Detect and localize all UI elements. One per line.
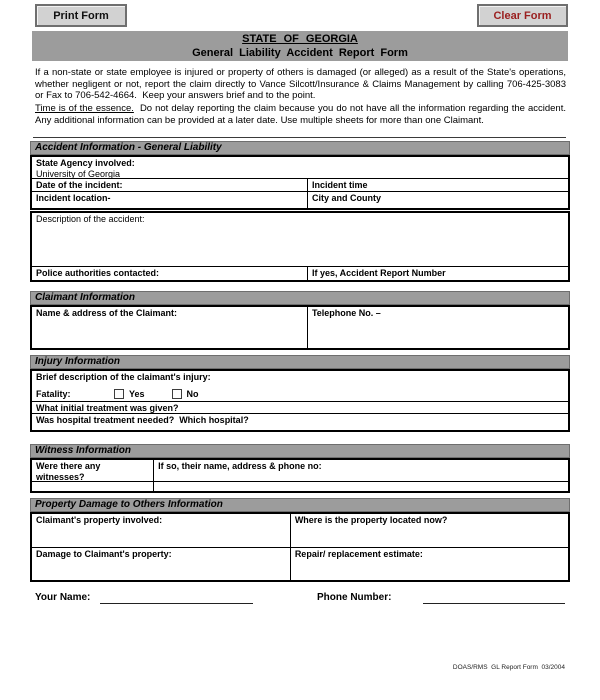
witness-info-table: [30, 458, 570, 493]
clear-form-button[interactable]: Clear Form: [477, 4, 568, 27]
hospital-treatment-field[interactable]: [32, 414, 568, 430]
claimant-telephone-field[interactable]: [307, 307, 568, 348]
repair-estimate-label: Repair/ replacement estimate:: [294, 549, 423, 559]
witness-section-header: Witness Information: [30, 444, 570, 458]
claimant-section-header: Claimant Information: [30, 291, 570, 305]
property-damage-label: Damage to Claimant's property:: [36, 549, 172, 559]
form-footer-id: DOAS/RMS GL Report Form 03/2004: [452, 664, 565, 671]
fatality-row: [36, 388, 564, 400]
your-name-label: Your Name:: [35, 592, 91, 603]
fatality-yes-checkbox[interactable]: [114, 389, 124, 399]
witness-details-label: If so, their name, address & phone no:: [158, 461, 322, 471]
form-subtitle: General Liability Accident Report Form: [192, 47, 408, 59]
accident-info-table: [30, 155, 570, 210]
fatality-no-label: No: [186, 388, 199, 399]
phone-number-label: Phone Number:: [317, 592, 392, 603]
your-name-input[interactable]: [100, 592, 253, 604]
intro-paragraph-2: [35, 103, 572, 126]
fatality-yes-label: Yes: [129, 388, 145, 399]
witnesses-question-label: Were there any witnesses?: [36, 461, 103, 481]
accident-report-number-field[interactable]: [307, 267, 568, 280]
intro-paragraph-2-rest: Do not delay reporting the claim because you do not have all the information regarding the accident. Any additional information can be provided at a later date. Use multiple sheets for more than one Claimant.: [35, 103, 572, 126]
property-damage-table: [30, 512, 570, 582]
incident-date-field[interactable]: [32, 179, 307, 191]
print-form-button[interactable]: Print Form: [35, 4, 127, 27]
intro-paragraph-1: If a non-state or state employee is injured or property of others is damaged (or alleged) as a result of the State's operations, whether negligent or not, report the claim directly to Vance Silcott/Insurance & Claims Management by calling 706-425-3083 or Fax to 706-542-4664. Keep your answers brief and to the point.: [35, 67, 569, 101]
incident-location-label: Incident location-: [36, 193, 111, 203]
property-section-header: Property Damage to Others Information: [30, 498, 570, 512]
property-involved-label: Claimant's property involved:: [36, 515, 163, 525]
accident-report-number-label: If yes, Accident Report Number: [311, 268, 446, 278]
initial-treatment-field[interactable]: [32, 402, 568, 413]
repair-estimate-field[interactable]: [290, 548, 568, 580]
claimant-info-table: [30, 305, 570, 350]
form-title: STATE OF GEORGIA: [242, 33, 358, 45]
initial-treatment-label: What initial treatment was given?: [36, 403, 179, 413]
accident-section-header: Accident Information - General Liability: [30, 141, 570, 155]
witnesses-answer-field[interactable]: [32, 482, 153, 491]
fatality-no-checkbox[interactable]: [172, 389, 182, 399]
hospital-treatment-label: Was hospital treatment needed? Which hospital?: [36, 415, 249, 425]
fatality-label: Fatality:: [36, 388, 71, 399]
injury-description-label: Brief description of the claimant's injury:: [36, 372, 211, 382]
police-contacted-field[interactable]: [32, 267, 307, 280]
city-county-label: City and County: [311, 193, 381, 203]
time-essence-phrase: Time is of the essence.: [35, 103, 134, 114]
injury-info-table: [30, 369, 570, 432]
incident-time-field[interactable]: [307, 179, 568, 191]
accident-description-label: Description of the accident:: [36, 214, 145, 224]
incident-location-field[interactable]: [32, 192, 307, 208]
divider-rule: [33, 137, 566, 138]
witness-details-field[interactable]: [153, 460, 568, 481]
property-involved-field[interactable]: [32, 514, 290, 547]
property-location-label: Where is the property located now?: [294, 515, 448, 525]
accident-description-table: [30, 211, 570, 282]
claimant-telephone-label: Telephone No. –: [311, 308, 381, 318]
state-agency-label: State Agency involved:: [36, 158, 135, 168]
property-location-field[interactable]: [290, 514, 568, 547]
injury-section-header: Injury Information: [30, 355, 570, 369]
state-agency-field[interactable]: [32, 157, 568, 178]
phone-number-input[interactable]: [423, 592, 565, 604]
incident-date-label: Date of the incident:: [36, 180, 123, 190]
city-county-field[interactable]: [307, 192, 568, 208]
property-damage-field[interactable]: [32, 548, 290, 580]
injury-description-field[interactable]: [32, 371, 568, 401]
witnesses-question-field[interactable]: [32, 460, 153, 481]
claimant-name-address-field[interactable]: [32, 307, 307, 348]
accident-description-field[interactable]: [32, 213, 568, 266]
witness-details-answer-field[interactable]: [153, 482, 568, 491]
state-agency-value: University of Georgia: [36, 168, 121, 178]
police-contacted-label: Police authorities contacted:: [36, 268, 160, 278]
claimant-name-address-label: Name & address of the Claimant:: [36, 308, 178, 318]
form-title-bar: [32, 31, 568, 61]
incident-time-label: Incident time: [311, 180, 368, 190]
